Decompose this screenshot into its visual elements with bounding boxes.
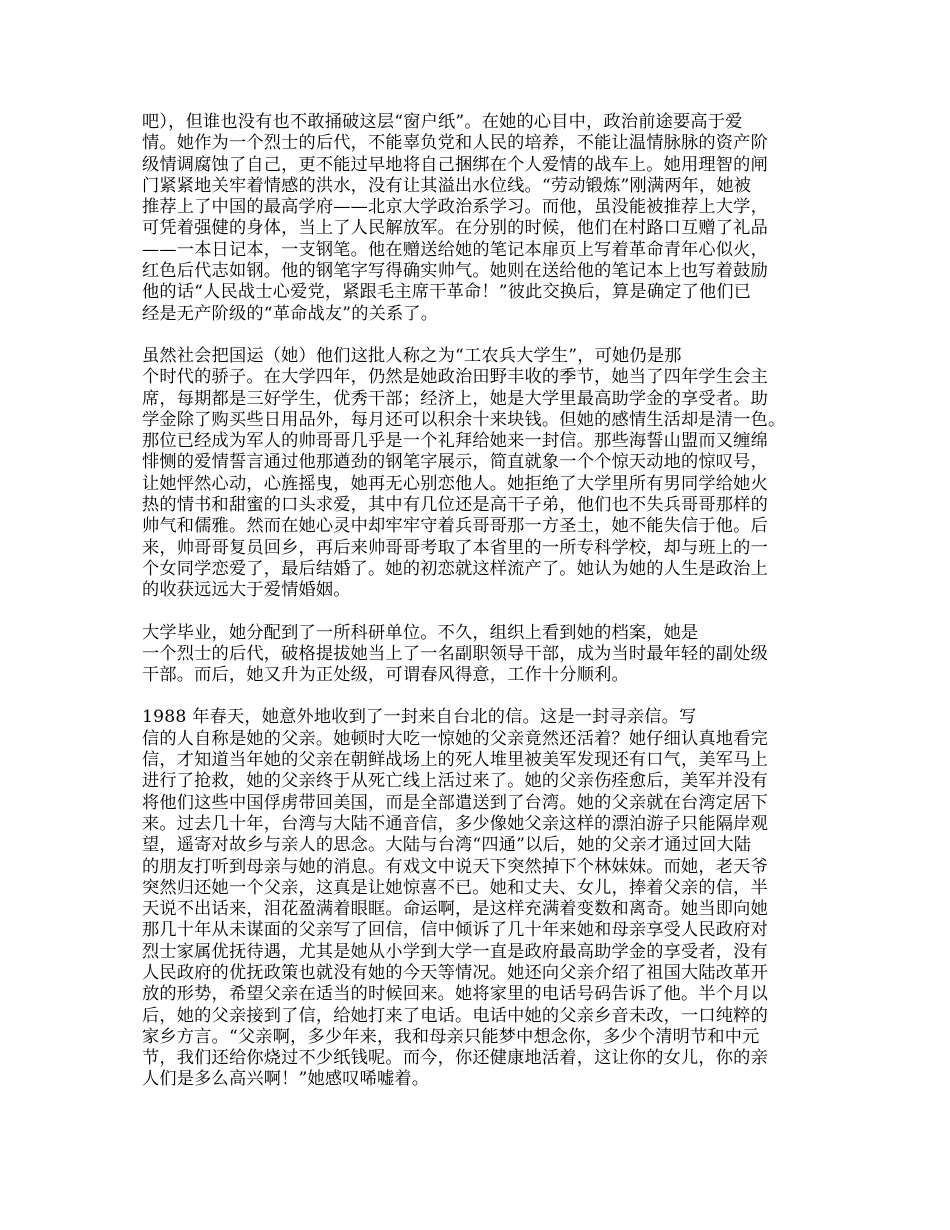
document-page: [142, 112, 812, 1091]
paragraph-2: 虽然社会把国运（她）他们这批人称之为“工农兵大学生”，可她仍是那 个时代的骄子。在大学四年，仍然是她政治田野丰收的季节，她当了四年学生会主 席，每期都是三好学生，优秀干部；经济上，她是大学里最高助学金的享受者。助 学金除了购买些日用品外，每月还可以积余十来块钱。但她的感情生活却是清一色。 那位已经成为军人的帅哥哥几乎是一个礼拜给她来一封信。那些海誓山盟而又缠绵 悱恻的爱情誓言通过他那遒劲的钢笔字展示，简直就象一个个惊天动地的惊叹号， 让她怦然心动，心旌摇曳，她再无心别恋他人。她拒绝了大学里所有男同学给她火 热的情书和甜蜜的口头求爱，其中有几位还是高干子弟，他们也不失兵哥哥那样的 帅气和儒雅。然而在她心灵中却牢牢守着兵哥哥那一方圣土，她不能失信于他。后 来，帅哥哥复员回乡，再后来帅哥哥考取了本省里的一所专科学校，却与班上的一 个女同学恋爱了，最后结婚了。她的初恋就这样流产了。她认为她的人生是政治上 的收获远远大于爱情婚姻。: [142, 345, 786, 601]
paragraph-1: 吧），但谁也没有也不敢捅破这层“窗户纸”。在她的心目中，政治前途要高于爱 情。她作为一个烈士的后代，不能辜负党和人民的培养，不能让温情脉脉的资产阶 级情调腐蚀了自己，更不能过早地将自己捆绑在个人爱情的战车上。她用理智的闸 门紧紧地关牢着情感的洪水，没有让其溢出水位线。“劳动锻炼”刚满两年，她被 推荐上了中国的最高学府——北京大学政治系学习。而他，虽没能被推荐上大学， 可凭着强健的身体，当上了人民解放军。在分别的时候，他们在村路口互赠了礼品 ——一本日记本，一支钢笔。他在赠送给她的笔记本扉页上写着革命青年心似火， 红色后代志如钢。他的钢笔字写得确实帅气。她则在送给他的笔记本上也写着鼓励 他的话“人民战士心爱党，紧跟毛主席干革命！”彼此交换后，算是确定了他们已 经是无产阶级的“革命战友”的关系了。: [142, 112, 768, 324]
paragraph-3: 大学毕业，她分配到了一所科研单位。不久，组织上看到她的档案，她是 一个烈士的后代，破格提拔她当上了一名副职领导干部，成为当时最年轻的副处级 干部。而后，她又升为正处级，可谓春风得意，工作十分顺利。: [142, 622, 768, 686]
paragraph-4: 1988 年春天，她意外地收到了一封来自台北的信。这是一封寻亲信。写 信的人自称是她的父亲。她顿时大吃一惊她的父亲竟然还活着？她仔细认真地看完 信，才知道当年她的父亲在朝鲜战场上的死人堆里被美军发现还有口气，美军马上 进行了抢救，她的父亲终于从死亡线上活过来了。她的父亲伤痊愈后，美军并没有 将他们这些中国俘虏带回美国，而是全部遣送到了台湾。她的父亲就在台湾定居下 来。过去几十年，台湾与大陆不通音信，多少像她父亲这样的漂泊游子只能隔岸观 望，遥寄对故乡与亲人的思念。大陆与台湾“四通”以后，她的父亲才通过回大陆 的朋友打听到母亲与她的消息。有戏文中说天下突然掉下个林妹妹。而她，老天爷 突然归还她一个父亲，这真是让她惊喜不已。她和丈夫、女儿，捧着父亲的信，半 天说不出话来，泪花盈满着眼眶。命运啊，是这样充满着变数和离奇。她当即向她 那几十年从未谋面的父亲写了回信，信中倾诉了几十年来她和母亲享受人民政府对 烈士家属优抚待遇，尤其是她从小学到大学一直是政府最高助学金的享受者，没有 人民政府的优抚政策也就没有她的今天等情况。她还向父亲介绍了祖国大陆改革开 放的形势，希望父亲在适当的时候回来。她将家里的电话号码告诉了他。半个月以 后，她的父亲接到了信，给她打来了电话。电话中她的父亲乡音未改，一口纯粹的 家乡方言。“父亲啊，多少年来，我和母亲只能梦中想念你，多少个清明节和中元 节，我们还给你烧过不少纸钱呢。而今，你还健康地活着，这让你的女儿，你的亲 人们是多么高兴啊！”她感叹唏嘘着。: [142, 707, 768, 1090]
paragraph-spacer: [142, 602, 812, 623]
paragraph-spacer: [142, 325, 812, 346]
paragraph-spacer: [142, 686, 812, 707]
